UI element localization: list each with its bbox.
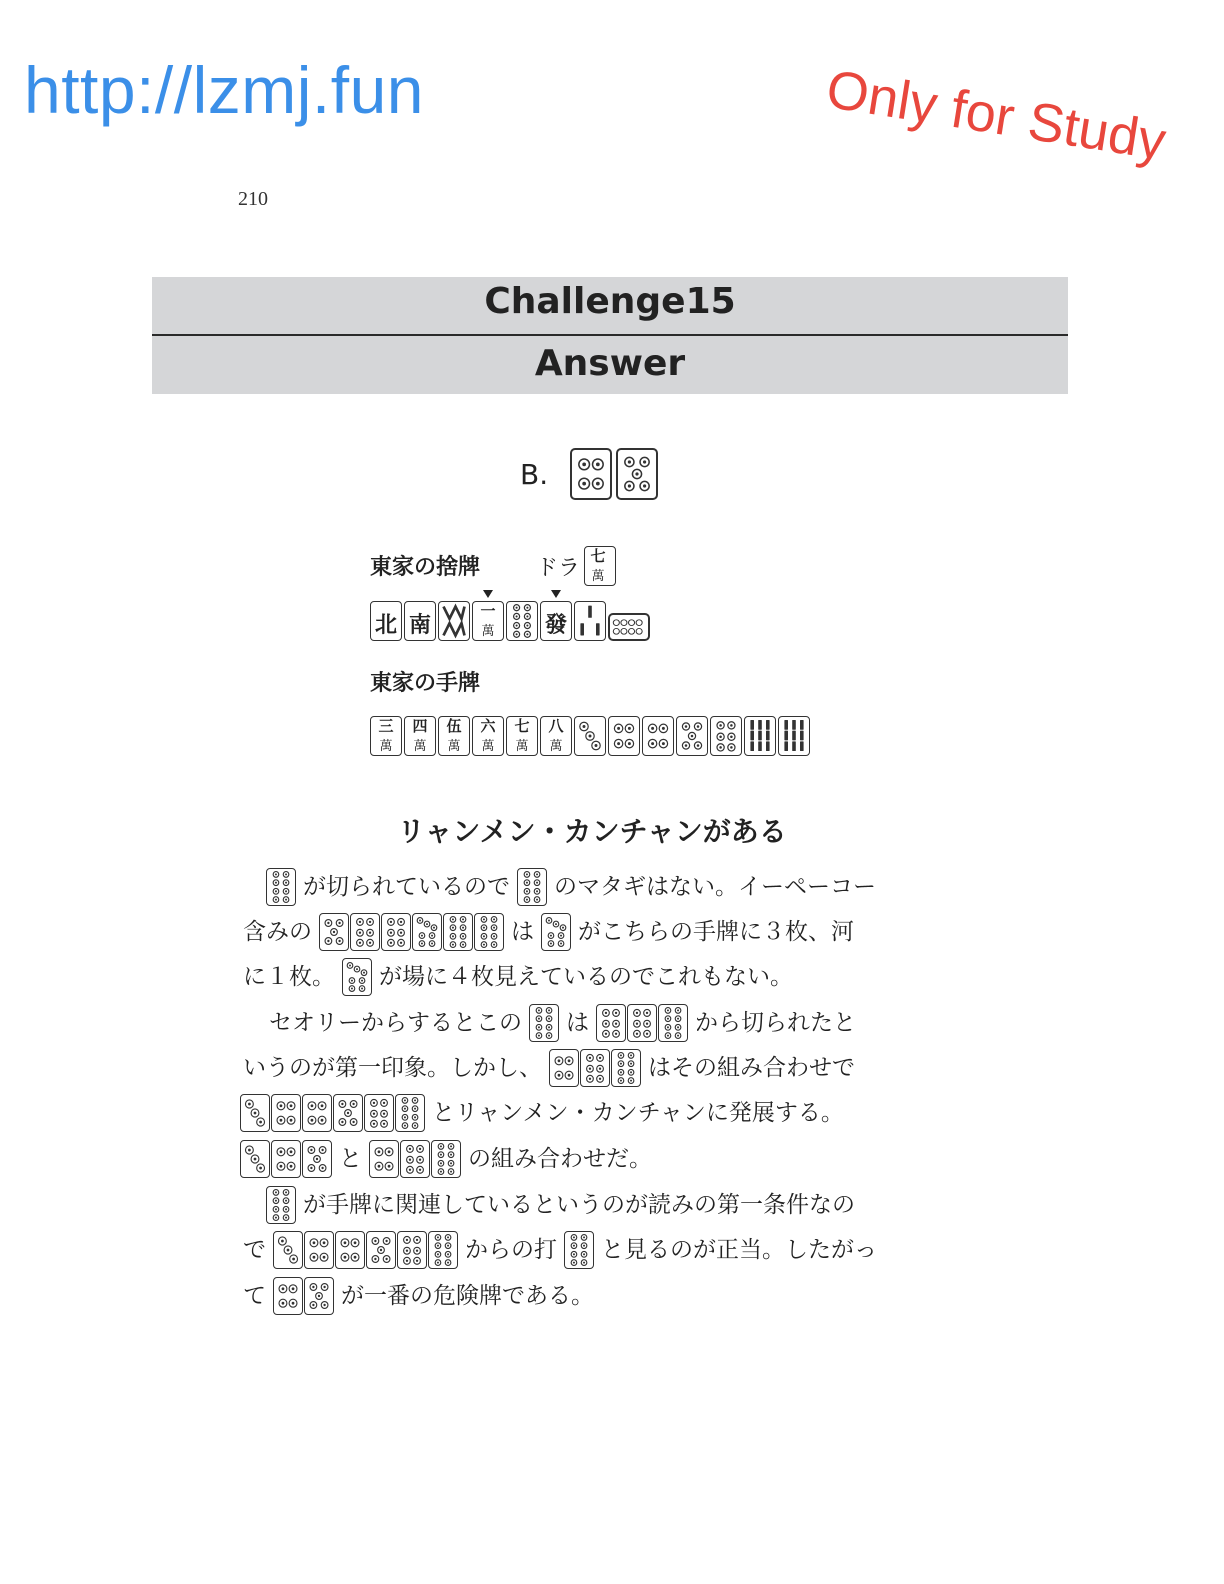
pin-tile-icon — [266, 868, 296, 906]
hand-row — [370, 716, 810, 756]
pin-tile-icon — [350, 913, 380, 951]
hand-label: 東家の手牌 — [370, 671, 481, 696]
pin-tile-icon — [474, 913, 504, 951]
tile-text: 發 — [544, 612, 567, 638]
pin-tile-icon — [506, 601, 538, 641]
honor-tile-icon — [540, 601, 572, 641]
dora-label: ドラ — [536, 555, 581, 581]
pin-tile-icon — [397, 1231, 427, 1269]
paragraph-text: と — [339, 1146, 362, 1172]
pin-tile-icon — [400, 1140, 430, 1178]
paragraph-line — [266, 1004, 976, 1042]
paragraph-line — [240, 1049, 950, 1087]
pin-tile-icon — [658, 1004, 688, 1042]
tile-suit: 萬 — [549, 739, 563, 754]
pin-tile-icon — [304, 1231, 334, 1269]
paragraph-text: からの打 — [465, 1237, 557, 1263]
paragraph-text: 含みの — [243, 919, 312, 945]
tile-rank: 八 — [548, 717, 564, 735]
sou-tile-icon — [574, 601, 606, 641]
pin-tile-icon — [302, 1140, 332, 1178]
pin-tile-icon — [271, 1140, 301, 1178]
marker-arrow-icon — [483, 590, 493, 598]
paragraph-line — [240, 958, 950, 996]
paragraph-line — [266, 868, 976, 906]
pin-tile-icon — [240, 1140, 270, 1178]
pin-tile-sideways-icon — [608, 613, 650, 641]
sou-tile-icon — [778, 716, 810, 756]
pin-tile-icon — [574, 716, 606, 756]
man-tile-icon — [540, 716, 572, 756]
pin-tile-icon — [395, 1094, 425, 1132]
pin-tile-icon — [381, 913, 411, 951]
tile-suit: 萬 — [481, 624, 495, 639]
pin-tile-icon — [273, 1277, 303, 1315]
tile-rank: 七 — [590, 547, 606, 565]
discard-row — [370, 601, 650, 641]
pin-tile-icon — [335, 1231, 365, 1269]
pin-tile-icon — [611, 1049, 641, 1087]
pin-tile-icon — [302, 1094, 332, 1132]
man-tile-icon — [370, 716, 402, 756]
section-heading: リャンメン・カンチャンがある — [397, 815, 787, 848]
tile-rank: 三 — [378, 717, 394, 735]
man-tile-icon — [584, 546, 616, 586]
pin-tile-icon — [627, 1004, 657, 1042]
paragraph-line — [240, 1140, 950, 1178]
watermark-study: Only for Study — [822, 58, 1170, 172]
banner-subtitle: Answer — [534, 343, 686, 384]
watermark-url: http://lzmj.fun — [24, 53, 424, 127]
pin-tile-icon — [366, 1231, 396, 1269]
pin-tile-icon — [580, 1049, 610, 1087]
pin-tile-icon — [710, 716, 742, 756]
paragraph-line — [266, 1186, 976, 1224]
paragraph-text: の組み合わせだ。 — [468, 1146, 652, 1172]
pin-tile-icon — [596, 1004, 626, 1042]
paragraph-line — [240, 1277, 950, 1315]
tile-suit: 萬 — [413, 739, 427, 754]
paragraph-text: のマタギはない。イーペーコー — [554, 874, 876, 900]
paragraph-text: は — [511, 919, 534, 945]
tile-rank: 七 — [514, 717, 530, 735]
paragraph-text: に１枚。 — [243, 964, 335, 990]
tile-rank: 一 — [480, 602, 496, 620]
paragraph-text: が切られているので — [303, 874, 510, 900]
tile-suit: 萬 — [515, 739, 529, 754]
man-tile-icon — [472, 601, 504, 641]
pin-tile-icon — [443, 913, 473, 951]
tile-suit: 萬 — [447, 739, 461, 754]
pin-tile-icon — [412, 913, 442, 951]
pin-tile-icon — [266, 1186, 296, 1224]
pin-tile-icon — [304, 1277, 334, 1315]
paragraph-text: は — [566, 1010, 589, 1036]
paragraph-line — [240, 913, 950, 951]
pin-tile-icon — [564, 1231, 594, 1269]
answer — [520, 448, 658, 500]
pin-tile-icon — [364, 1094, 394, 1132]
paragraph-line — [240, 1094, 950, 1132]
pin-tile-icon — [676, 716, 708, 756]
paragraph-text: から切られたと — [695, 1010, 856, 1036]
title-banner — [152, 277, 1068, 394]
paragraph-text: とリャンメン・カンチャンに発展する。 — [432, 1100, 844, 1126]
man-tile-icon — [472, 716, 504, 756]
pin-tile-icon — [273, 1231, 303, 1269]
honor-tile-icon — [404, 601, 436, 641]
pin-tile-icon — [333, 1094, 363, 1132]
dora-indicator — [536, 546, 620, 586]
pin-tile-icon — [529, 1004, 559, 1042]
pin-tile-icon — [428, 1231, 458, 1269]
sou-tile-icon — [438, 601, 470, 641]
paragraph-text: いうのが第一印象。しかし、 — [243, 1055, 542, 1081]
pin-tile-icon — [271, 1094, 301, 1132]
tile-suit: 萬 — [481, 739, 495, 754]
pin-tile-icon — [517, 868, 547, 906]
pin-tile-icon — [642, 716, 674, 756]
pin-tile-icon — [541, 913, 571, 951]
paragraph-line — [240, 1231, 950, 1269]
page-number: 210 — [238, 188, 268, 210]
paragraph-text: て — [243, 1283, 266, 1309]
man-tile-icon — [506, 716, 538, 756]
paragraph-text: が手牌に関連しているというのが読みの第一条件なの — [303, 1192, 855, 1218]
paragraph-text: と見るのが正当。したがっ — [601, 1237, 877, 1263]
banner-title: Challenge15 — [484, 281, 736, 322]
sou-tile-icon — [744, 716, 776, 756]
paragraph-text: セオリーからするとこの — [269, 1010, 522, 1036]
pin-tile-icon — [549, 1049, 579, 1087]
discards-label: 東家の捨牌 — [370, 555, 481, 580]
pin-tile-icon — [616, 448, 658, 500]
pin-tile-icon — [319, 913, 349, 951]
man-tile-icon — [438, 716, 470, 756]
tile-rank: 六 — [480, 717, 496, 735]
answer-label: B. — [520, 457, 549, 491]
pin-tile-icon — [342, 958, 372, 996]
tile-text: 南 — [408, 612, 431, 638]
tile-rank: 伍 — [446, 717, 462, 735]
pin-tile-icon — [570, 448, 612, 500]
tile-text: 北 — [374, 612, 397, 638]
tile-suit: 萬 — [591, 569, 605, 584]
pin-tile-icon — [608, 716, 640, 756]
pin-tile-icon — [369, 1140, 399, 1178]
paragraph-text: で — [243, 1237, 266, 1263]
man-tile-icon — [404, 716, 436, 756]
paragraph-text: が一番の危険牌である。 — [341, 1283, 594, 1309]
paragraph-text: はその組み合わせで — [648, 1055, 855, 1081]
tile-rank: 四 — [412, 717, 428, 735]
pin-tile-icon — [431, 1140, 461, 1178]
tile-suit: 萬 — [379, 739, 393, 754]
honor-tile-icon — [370, 601, 402, 641]
paragraph-text: が場に４枚見えているのでこれもない。 — [379, 964, 793, 990]
pin-tile-icon — [240, 1094, 270, 1132]
marker-arrow-icon — [551, 590, 561, 598]
banner-divider — [152, 334, 1068, 336]
paragraph-text: がこちらの手牌に３枚、河 — [578, 919, 854, 945]
